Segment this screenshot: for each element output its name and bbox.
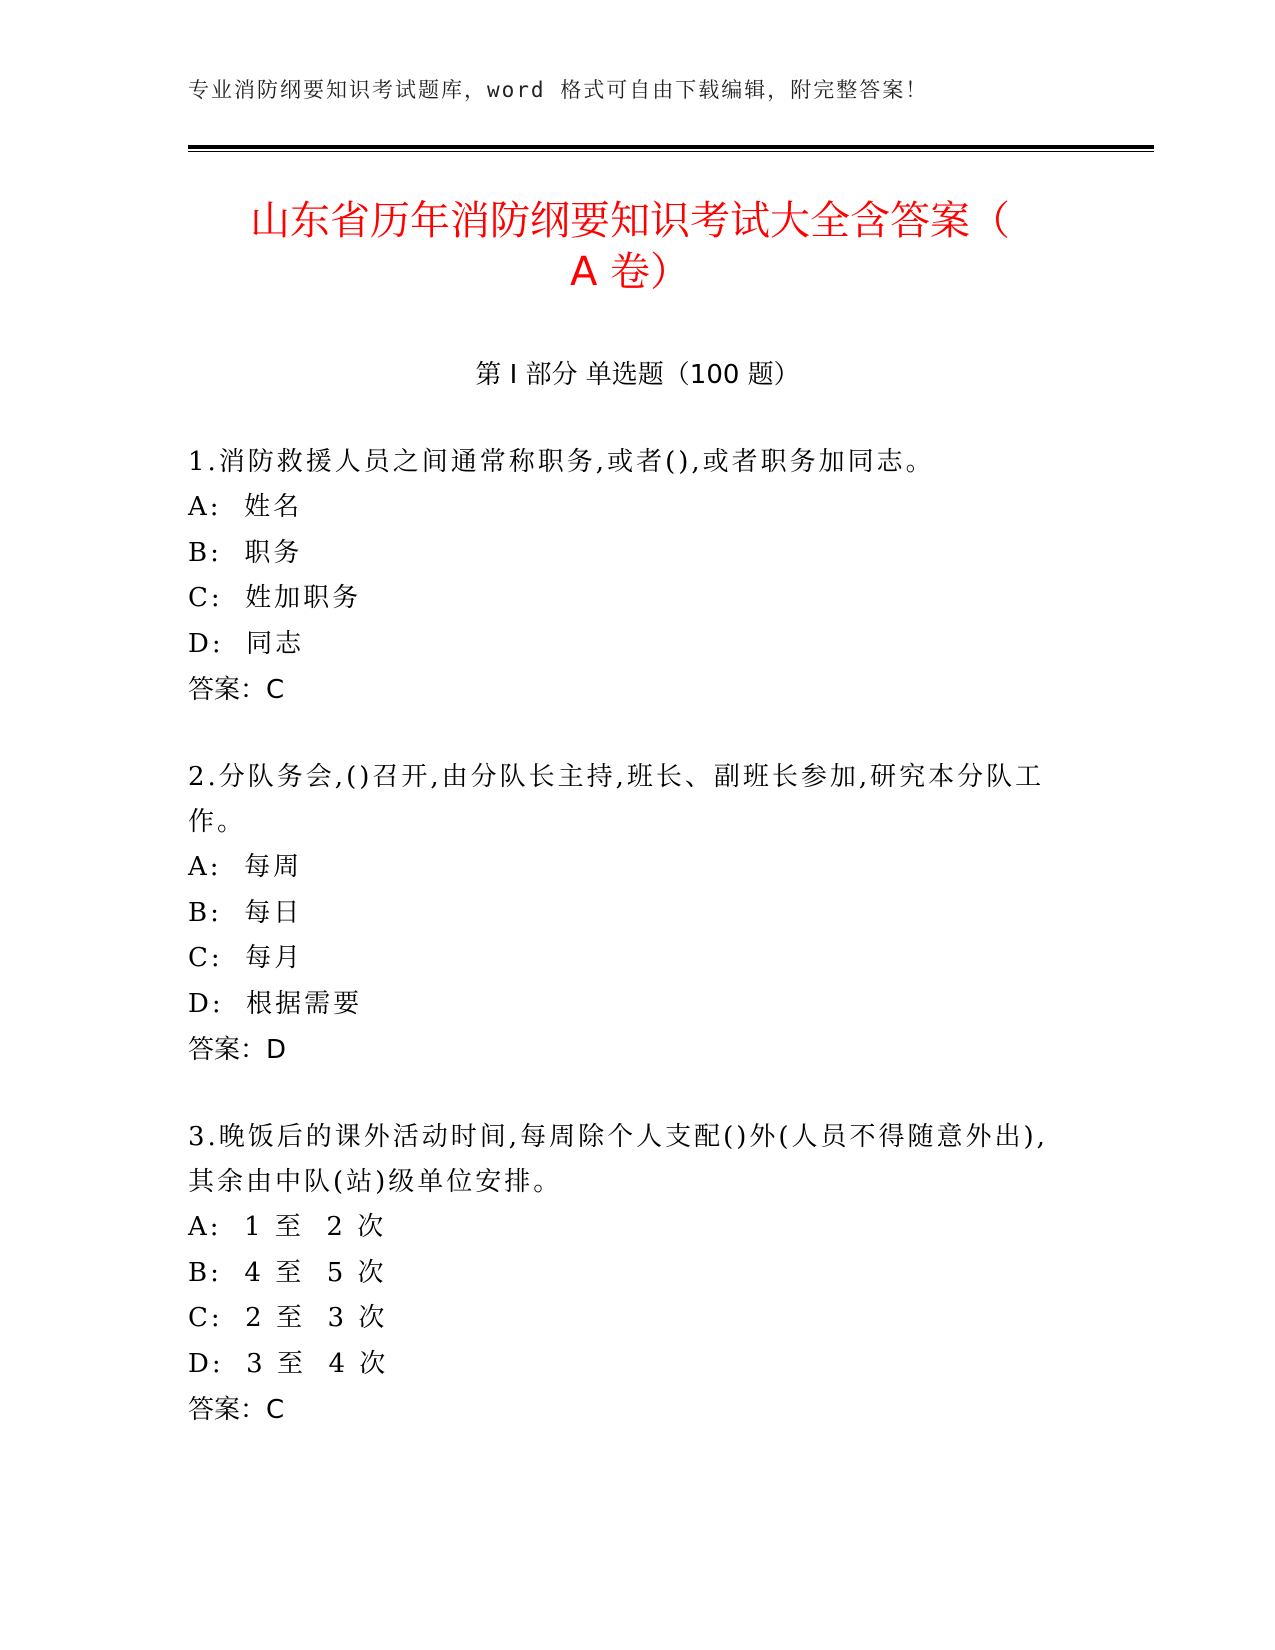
option-b: B: 职务 xyxy=(188,537,303,568)
option-c: C: 每月 xyxy=(188,943,304,973)
answer-line: 答案：C xyxy=(188,1395,285,1425)
option-d: D: 同志 xyxy=(188,628,305,659)
answer-line: 答案：D xyxy=(188,1035,287,1065)
answer-line: 答案：C xyxy=(188,675,285,705)
header-rule-thick xyxy=(188,145,1154,149)
question-stem: 3.晚饭后的课外活动时间,每周除个人支配()外(人员不得随意外出),其余由中队(站)级单位安排。 xyxy=(188,1122,1048,1197)
header-rule-thin xyxy=(188,151,1154,152)
option-a: A: 1 至 2 次 xyxy=(188,1212,387,1242)
option-d: D: 3 至 4 次 xyxy=(188,1348,389,1379)
section-heading: 第 I 部分 单选题（100 题） xyxy=(475,360,800,390)
question-stem: 1.消防救援人员之间通常称职务,或者(),或者职务加同志。 xyxy=(188,447,935,477)
option-c: C: 姓加职务 xyxy=(188,583,362,613)
option-d: D: 根据需要 xyxy=(188,988,363,1019)
question-2 xyxy=(188,755,1068,1073)
title-line-1: 山东省历年消防纲要知识考试大全含答案（ xyxy=(250,198,1010,244)
option-a: A: 每周 xyxy=(188,852,303,882)
option-c: C: 2 至 3 次 xyxy=(188,1303,388,1333)
question-1 xyxy=(188,440,1068,713)
question-stem: 2.分队务会,()召开,由分队长主持,班长、副班长参加,研究本分队工作。 xyxy=(188,762,1045,837)
question-3 xyxy=(188,1115,1068,1433)
document-title xyxy=(180,196,1080,298)
question-list xyxy=(188,440,1068,1475)
option-a: A: 姓名 xyxy=(188,492,303,522)
option-b: B: 4 至 5 次 xyxy=(188,1257,387,1288)
option-b: B: 每日 xyxy=(188,897,303,928)
page-header-note: 专业消防纲要知识考试题库，word 格式可自由下载编辑，附完整答案！ xyxy=(188,78,929,102)
title-line-2: A 卷） xyxy=(569,249,691,295)
